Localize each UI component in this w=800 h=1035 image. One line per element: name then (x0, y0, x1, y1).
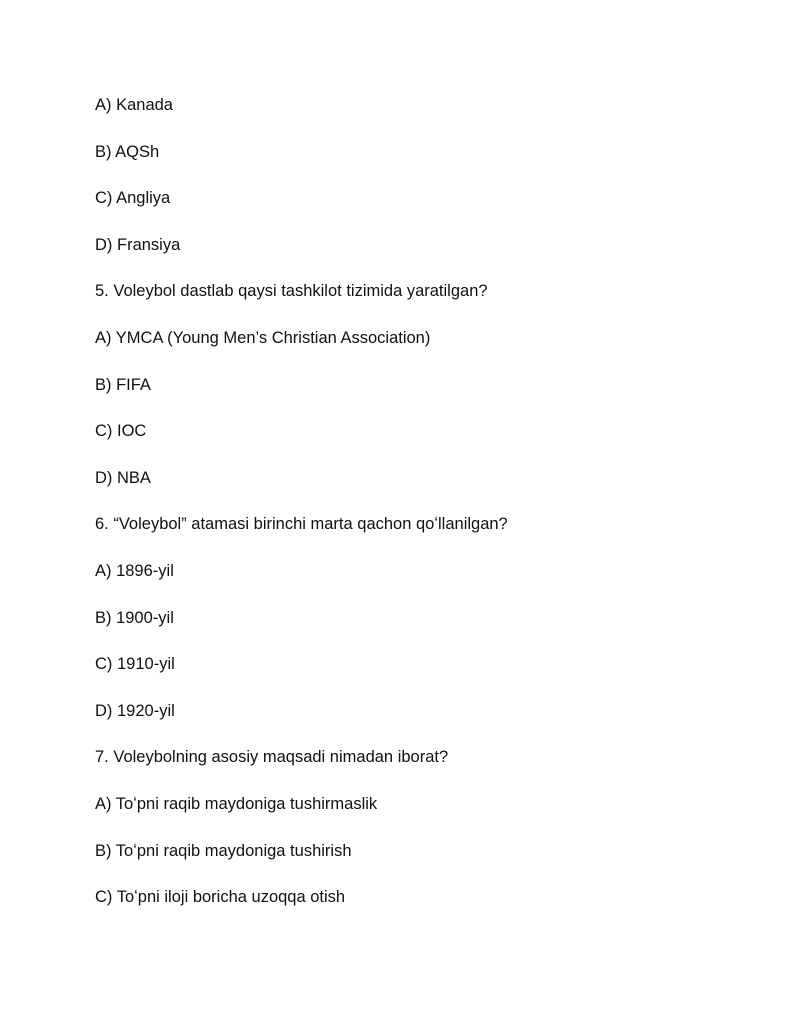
option-b-q6: B) 1900-yil (95, 608, 174, 627)
option-b-q5: B) FIFA (95, 375, 151, 394)
question-6: 6. “Voleybol” atamasi birinchi marta qachon qoʻllanilgan? (95, 515, 508, 534)
question-5: 5. Voleybol dastlab qaysi tashkilot tizimida yaratilgan? (95, 282, 488, 301)
option-d-q4: D) Fransiya (95, 235, 181, 254)
option-a-q7: A) Toʻpni raqib maydoniga tushirmaslik (95, 794, 378, 813)
option-c-q6: C) 1910-yil (95, 655, 175, 674)
option-a-q4: A) Kanada (95, 96, 173, 114)
option-d-q6: D) 1920-yil (95, 701, 175, 720)
option-c-q5: C) IOC (95, 422, 147, 441)
document-body (95, 94, 735, 933)
option-c-q7: C) Toʻpni iloji boricha uzoqqa otish (95, 888, 346, 907)
option-d-q5: D) NBA (95, 468, 151, 487)
option-c-q4: C) Angliya (95, 189, 171, 208)
question-7: 7. Voleybolning asosiy maqsadi nimadan iborat? (95, 748, 449, 767)
option-b-q7: B) Toʻpni raqib maydoniga tushirish (95, 841, 352, 860)
option-b-q4: B) AQSh (95, 142, 160, 161)
option-a-q5: A) YMCA (Young Men’s Christian Association) (95, 328, 431, 347)
option-a-q6: A) 1896-yil (95, 561, 174, 580)
